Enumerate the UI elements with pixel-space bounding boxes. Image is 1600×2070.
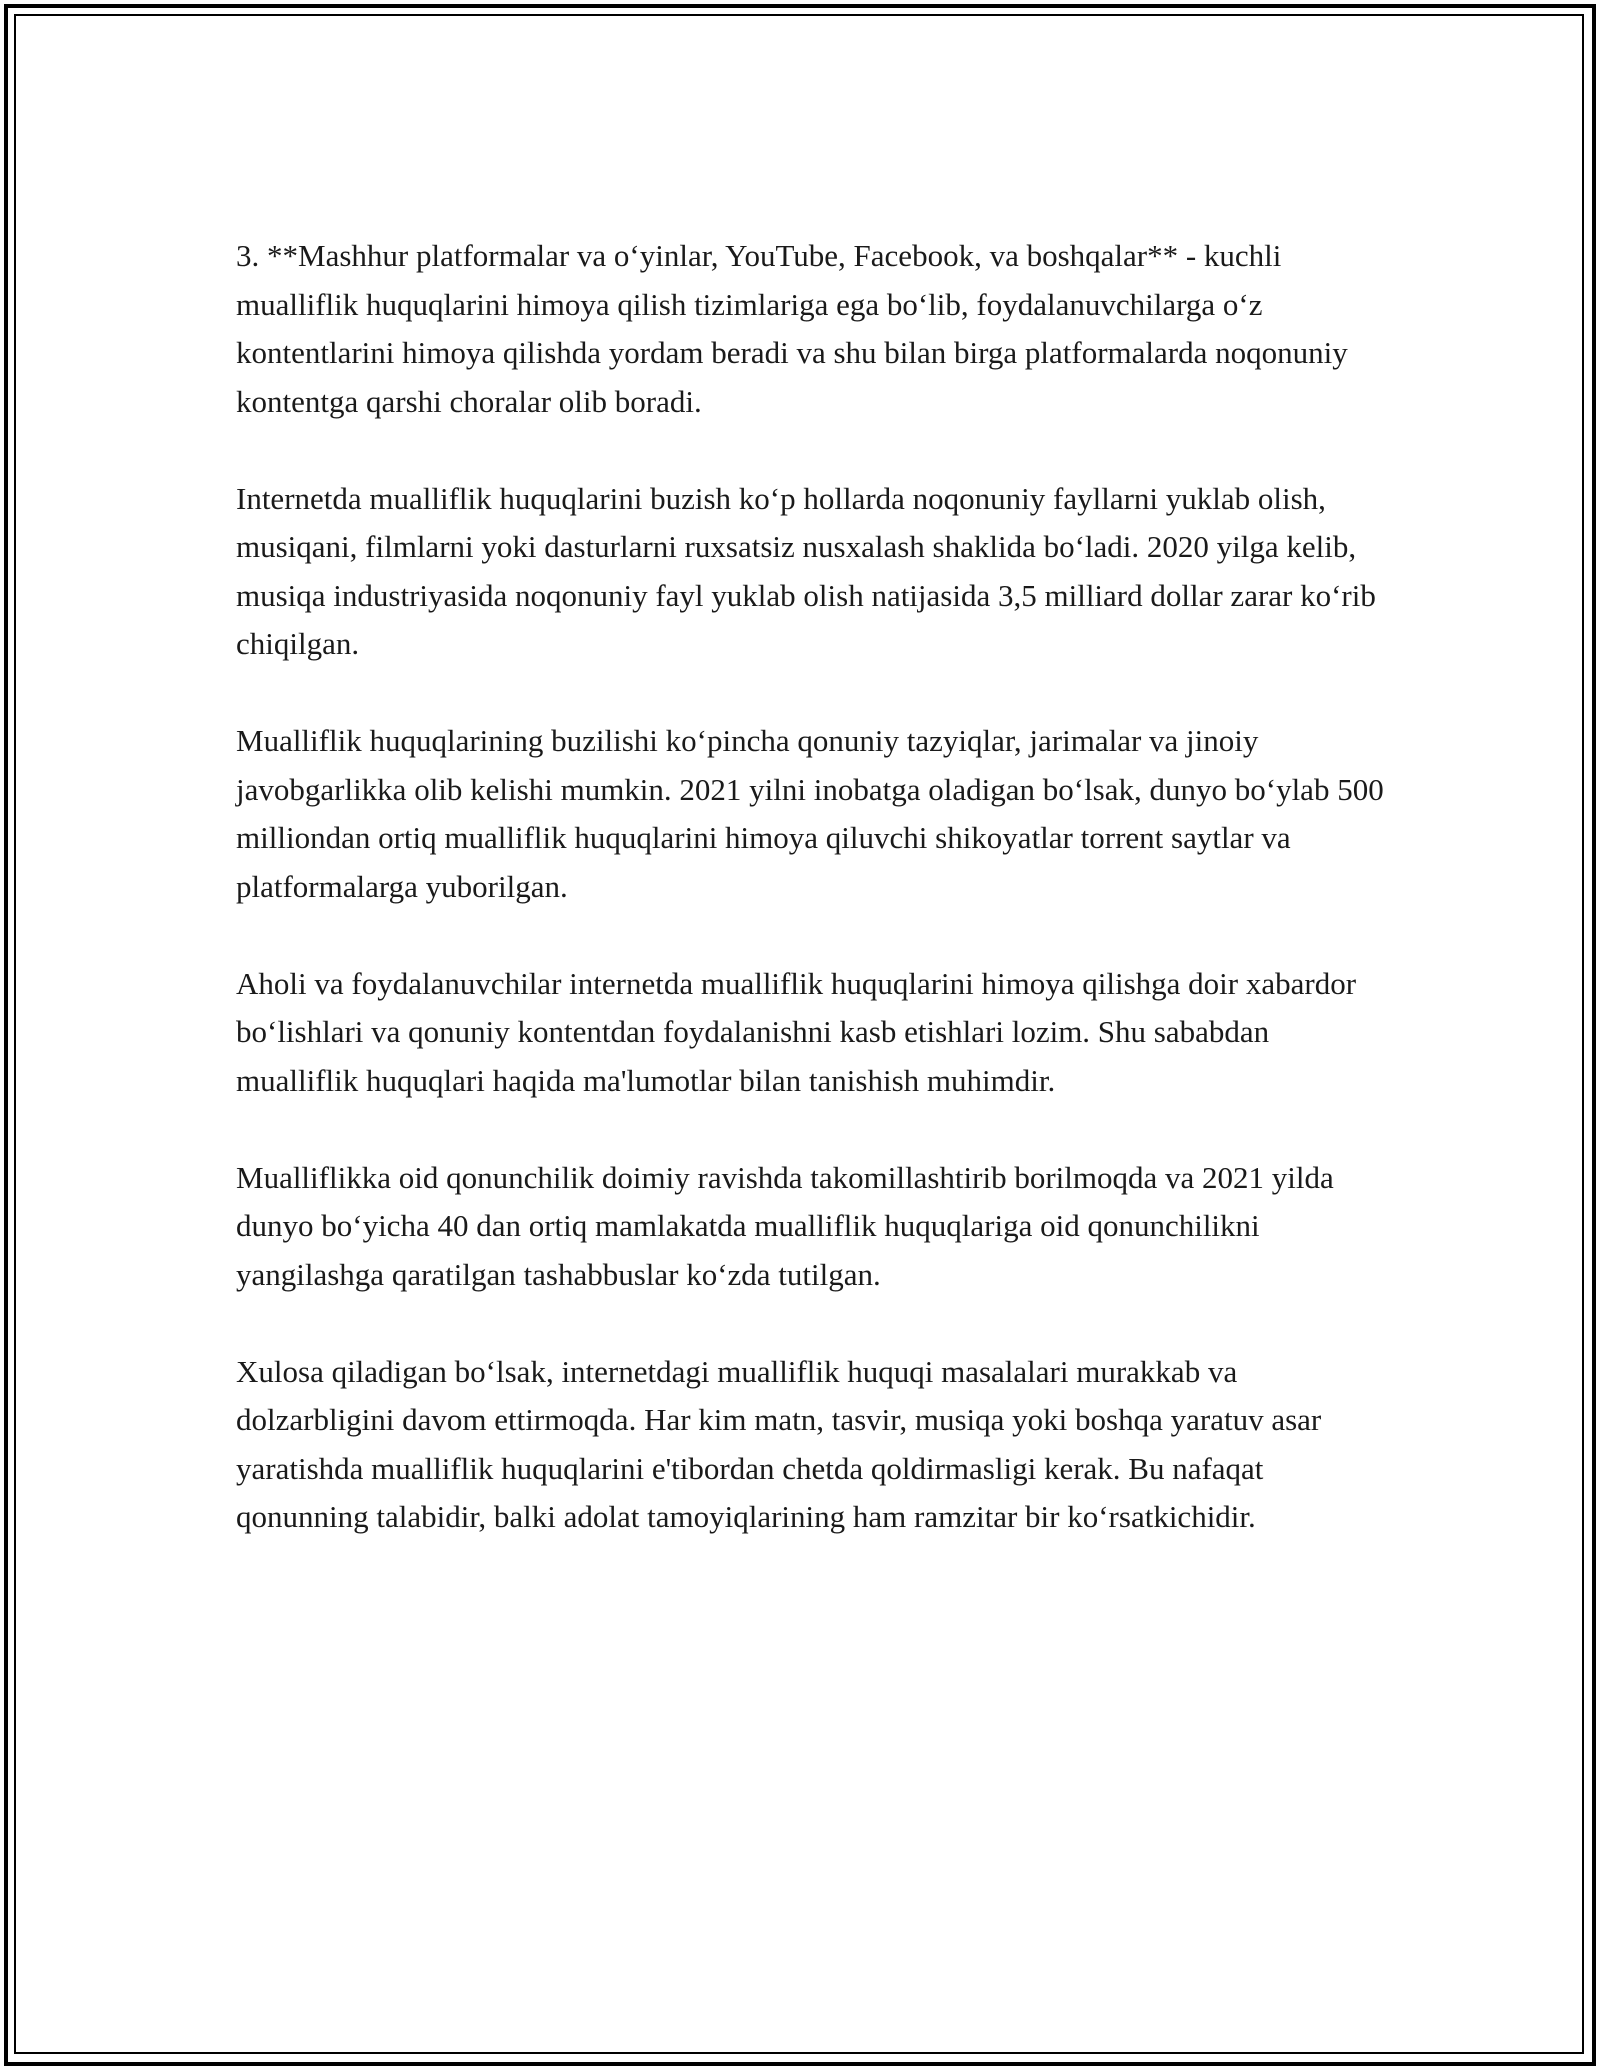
paragraph-legislation: Mualliflikka oid qonunchilik doimiy ravishda takomillashtirib borilmoqda va 2021 yilda dunyo bo‘yicha 40 dan ortiq mamlakatda mualliflik huquqlariga oid qonunchilikni yangilashga qaratilgan tashabbuslar ko‘zda tutilgan. (236, 1159, 1334, 1292)
paragraph-user-awareness: Aholi va foydalanuvchilar internetda mualliflik huquqlarini himoya qilishga doir xabardor bo‘lishlari va qonuniy kontentdan foydalanishni kasb etishlari lozim. Shu sababdan mualliflik huquqlari haqida ma'lumotlar bilan tanishish muhimdir. (236, 965, 1357, 1098)
paragraph-internet-infringement: Internetda mualliflik huquqlarini buzish ko‘p hollarda noqonuniy fayllarni yuklab olish, musiqani, filmlarni yoki dasturlarni ruxsatsiz nusxalash shaklida bo‘ladi. 2020 yilga kelib, musiqa industriyasida noqonuniy fayl yuklab olish natijasida 3,5 milliard dollar zarar ko‘rib chiqilgan. (236, 480, 1376, 661)
paragraph-legal-consequences: Mualliflik huquqlarining buzilishi ko‘pincha qonuniy tazyiqlar, jarimalar va jinoiy javobgarlikka olib kelishi mumkin. 2021 yilni inobatga oladigan bo‘lsak, dunyo bo‘ylab 500 milliondan ortiq mualliflik huquqlarini himoya qiluvchi shikoyatlar torrent saytlar va platformalarga yuborilgan. (236, 723, 1384, 904)
paragraph-platforms: 3. **Mashhur platformalar va o‘yinlar, YouTube, Facebook, va boshqalar** - kuchli mualliflik huquqlarini himoya qilish tizimlariga ega bo‘lib, foydalanuvchilarga o‘z kontentlarini himoya qilishda yordam beradi va shu bilan birga platformalarda noqonuniy kontentga qarshi choralar olib boradi. (236, 238, 1348, 419)
document-body (236, 232, 1386, 1590)
paragraph-conclusion: Xulosa qiladigan bo‘lsak, internetdagi mualliflik huquqi masalalari murakkab va dolzarbligini davom ettirmoqda. Har kim matn, tasvir, musiqa yoki boshqa yaratuv asar yaratishda mualliflik huquqlarini e'tibordan chetda qoldirmasligi kerak. Bu nafaqat qonunning talabidir, balki adolat tamoyiqlarining ham ramzitar bir ko‘rsatkichidir. (236, 1353, 1322, 1534)
